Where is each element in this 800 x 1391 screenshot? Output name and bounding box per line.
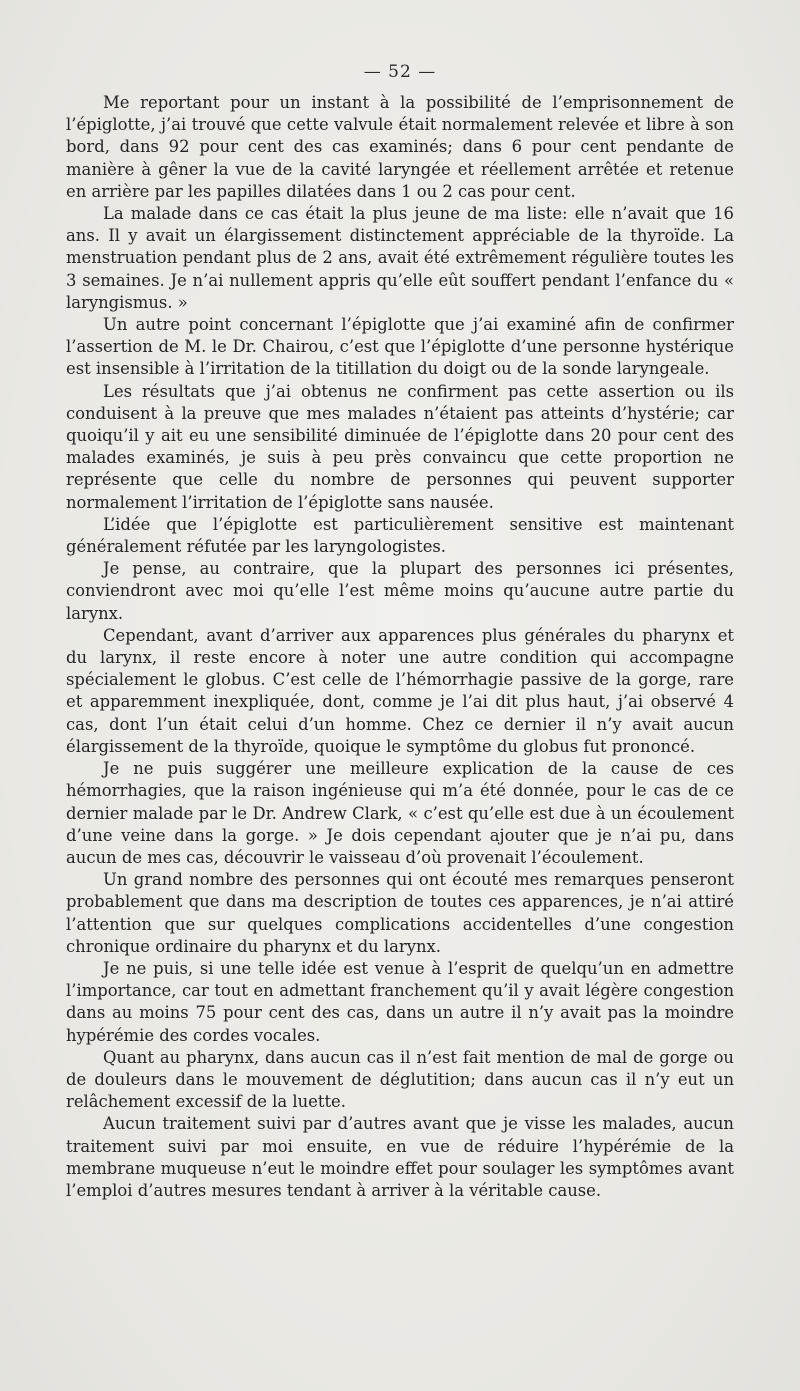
paragraph: Les résultats que j’ai obtenus ne confirment pas cette assertion ou ils conduisent à la preuve que mes malades n’étaient pas atteints d’hystérie; car quoiqu’il y ait eu une sensibilité diminuée de l’épiglotte dans 20 pour cent des malades examinés, je suis à peu près convaincu que cette proportion ne représente que celle du nombre de personnes qui peuvent supporter normalement l’irritation de l’épiglotte sans nausée. xyxy=(66,381,734,512)
paragraph: Quant au pharynx, dans aucun cas il n’est fait mention de mal de gorge ou de douleurs dans le mouvement de déglutition; dans aucun cas il n’y eut un relâchement excessif de la luette. xyxy=(66,1047,734,1112)
body-text xyxy=(66,92,734,1202)
paragraph: L’idée que l’épiglotte est particulièrement sensitive est maintenant généralement réfutée par les laryngologistes. xyxy=(66,514,734,557)
paragraph: Cependant, avant d’arriver aux apparences plus générales du pharynx et du larynx, il reste encore à noter une autre condition qui accompagne spécialement le globus. C’est celle de l’hémorrhagie passive de la gorge, rare et apparemment inexpliquée, dont, comme je l’ai dit plus haut, j’ai observé 4 cas, dont l’un était celui d’un homme. Chez ce dernier il n’y avait aucun élargissement de la thyroïde, quoique le symptôme du globus fut prononcé. xyxy=(66,625,734,756)
paragraph: La malade dans ce cas était la plus jeune de ma liste: elle n’avait que 16 ans. Il y avait un élargissement distinctement appréciable de la thyroïde. La menstruation pendant plus de 2 ans, avait été extrêmement régulière toutes les 3 semaines. Je n’ai nullement appris qu’elle eût souffert pendant l’enfance du « laryngismus. » xyxy=(66,204,734,312)
paragraph: Je pense, au contraire, que la plupart des personnes ici présentes, conviendront avec moi qu’elle l’est même moins qu’aucune autre partie du larynx. xyxy=(66,559,734,623)
paragraph: Un autre point concernant l’épiglotte que j’ai examiné afin de confirmer l’assertion de M. le Dr. Chairou, c’est que l’épiglotte d’une personne hystérique est insensible à l’irritation de la titillation du doigt ou de la sonde laryngeale. xyxy=(66,315,734,379)
paragraph: Je ne puis, si une telle idée est venue à l’esprit de quelqu’un en admettre l’importance, car tout en admettant franchement qu’il y avait légère congestion dans au moins 75 pour cent des cas, dans un autre il n’y avait pas la moindre hypérémie des cordes vocales. xyxy=(66,958,734,1045)
paragraph: Me reportant pour un instant à la possibilité de l’emprisonnement de l’épiglotte, j’ai trouvé que cette valvule était normalement relevée et libre à son bord, dans 92 pour cent des cas examinés; dans 6 pour cent pendante de manière à gêner la vue de la cavité laryngée et réellement arrêtée et retenue en arrière par les papilles dilatées dans 1 ou 2 cas pour cent. xyxy=(66,93,734,201)
page-number: — 52 — xyxy=(363,62,437,82)
paragraph: Un grand nombre des personnes qui ont écouté mes remarques penseront probablement que dans ma description de toutes ces apparences, je n’ai attiré l’attention que sur quelques complications accidentelles d’une congestion chronique ordinaire du pharynx et du larynx. xyxy=(66,870,734,956)
paragraph: Aucun traitement suivi par d’autres avant que je visse les malades, aucun traitement suivi par moi ensuite, en vue de réduire l’hypérémie de la membrane muqueuse n’eut le moindre effet pour soulager les symptômes avant l’emploi d’autres mesures tendant à arriver à la véritable cause. xyxy=(66,1114,734,1200)
paragraph: Je ne puis suggérer une meilleure explication de la cause de ces hémorrhagies, que la raison ingénieuse qui m’a été donnée, pour le cas de ce dernier malade par le Dr. Andrew Clark, « c’est qu’elle est due à un écoulement d’une veine dans la gorge. » Je dois cependant ajouter que je n’ai pu, dans aucun de mes cas, découvrir le vaisseau d’où provenait l’écoulement. xyxy=(66,759,734,867)
